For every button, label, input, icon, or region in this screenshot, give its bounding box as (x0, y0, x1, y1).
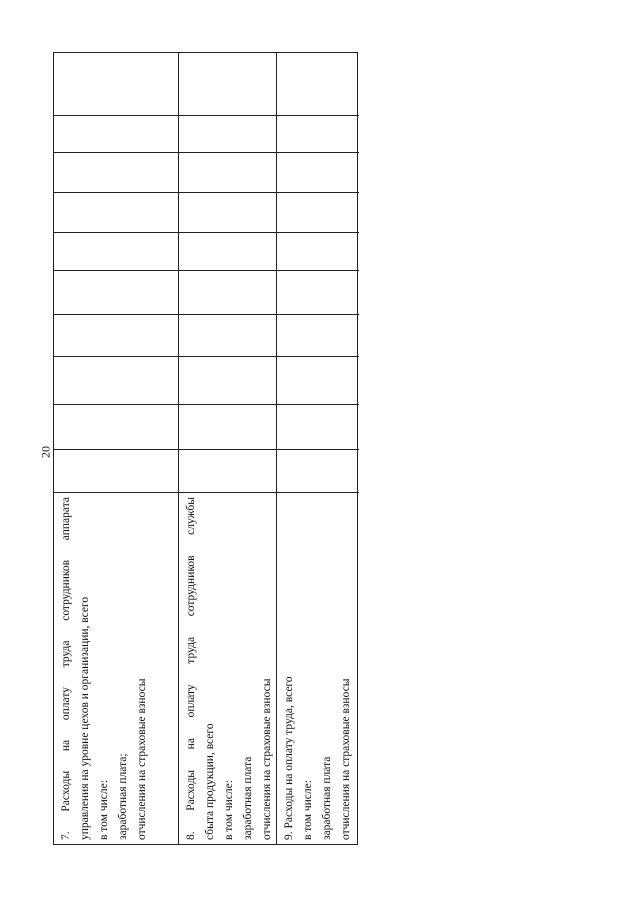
value-cell (277, 314, 359, 356)
value-cell (54, 449, 178, 492)
table-row (179, 53, 277, 844)
value-cell (277, 192, 359, 232)
value-cell (179, 51, 276, 115)
row-label-line: сбыта продукции, всего (204, 723, 216, 840)
value-cell (277, 270, 359, 314)
row-label-line: в том числе: (302, 780, 314, 840)
value-cell (179, 314, 276, 356)
value-cell (179, 270, 276, 314)
value-cell (179, 404, 276, 449)
row-label (277, 492, 359, 844)
row-label (179, 492, 276, 844)
row-label-line: управления на уровне цехов и организации, всего (79, 596, 91, 840)
row-label-line: в том числе: (98, 780, 110, 840)
value-cell (277, 449, 359, 492)
value-cell (54, 232, 178, 270)
value-cell (179, 356, 276, 404)
value-cell (179, 115, 276, 152)
value-cell (277, 232, 359, 270)
value-cell (54, 115, 178, 152)
row-label-line: 9. Расходы на оплату труда, всего (283, 676, 295, 840)
row-label-line: отчисления на страховые взносы (261, 678, 273, 840)
page-number-text: 20 (38, 446, 53, 458)
value-cell (54, 51, 178, 115)
value-cell (54, 314, 178, 356)
value-cell (54, 270, 178, 314)
value-cell (277, 152, 359, 192)
value-cell (179, 192, 276, 232)
value-cell (54, 192, 178, 232)
value-cell (277, 115, 359, 152)
row-label-line: 8. Расходы на оплату труда сотрудников службы (185, 497, 197, 840)
value-cell (277, 51, 359, 115)
row-label-line: заработная плата (321, 756, 333, 840)
table-row (54, 53, 179, 844)
row-label-line: заработная плата; (117, 753, 129, 840)
row-label-line: отчисления на страховые взносы (340, 678, 352, 840)
table-row (277, 53, 359, 844)
row-label-line: в том числе: (223, 780, 235, 840)
cost-table (53, 52, 358, 845)
value-cell (277, 356, 359, 404)
value-cell (179, 232, 276, 270)
value-cell (179, 449, 276, 492)
row-label (54, 492, 178, 844)
value-cell (179, 152, 276, 192)
row-label-line: заработная плата (242, 756, 254, 840)
value-cell (54, 356, 178, 404)
value-cell (54, 152, 178, 192)
row-label-line: отчисления на страховые взносы (136, 678, 148, 840)
value-cell (277, 404, 359, 449)
row-label-line: 7. Расходы на оплату труда сотрудников аппарата (60, 497, 72, 840)
value-cell (54, 404, 178, 449)
